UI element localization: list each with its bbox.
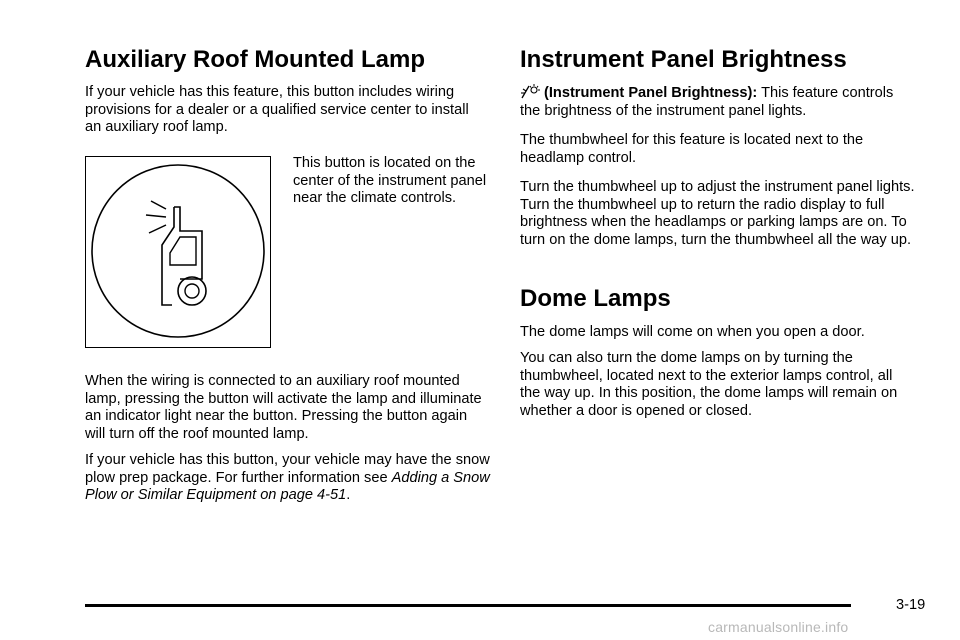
section-title-instrument-panel-brightness: Instrument Panel Brightness: [520, 46, 847, 73]
snow-plow-paragraph: [85, 452, 490, 505]
thumbwheel-adjust-paragraph: Turn the thumbwheel up to adjust the instrument panel lights. Turn the thumbwheel up to return the radio display to full brightness when the headlamps or parking lamps are on. To turn on the dome lamps, turn the thumbwheel all the way up.: [520, 179, 915, 248]
ipb-text: This feature controls the brightness of the instrument panel lights.: [520, 85, 894, 119]
brightness-icon: [520, 84, 540, 100]
ipb-label: (Instrument Panel Brightness):: [544, 85, 758, 101]
figure-caption: This button is located on the center of the instrument panel near the climate controls.: [293, 155, 487, 206]
snow-plow-reference-link[interactable]: Adding a Snow Plow or Similar Equipment on page 4-51: [85, 469, 490, 503]
intro-paragraph: If your vehicle has this feature, this button includes wiring provisions for a dealer or a qualified service center to install an auxiliary roof lamp.: [85, 84, 469, 135]
ipb-paragraph: [520, 84, 900, 120]
dome-lamps-paragraph-2: You can also turn the dome lamps on by turning the thumbwheel, located next to the exterior lamps control, all the way up. In this position, the dome lamps will remain on whether a door is opened or closed.: [520, 350, 898, 419]
snow-plow-period: .: [346, 487, 351, 503]
thumbwheel-location-paragraph: The thumbwheel for this feature is located next to the headlamp control.: [520, 132, 864, 166]
wiring-paragraph: When the wiring is connected to an auxiliary roof mounted lamp, pressing the button will activate the lamp and illuminate an indicator light near the button. Pressing the button again will turn off the roof mounted lamp.: [85, 373, 482, 442]
section-title-dome-lamps: Dome Lamps: [520, 285, 671, 312]
watermark-text: carmanualsonline.info: [708, 619, 849, 635]
roof-lamp-icon: [86, 157, 272, 349]
roof-lamp-button-figure: [85, 156, 271, 348]
section-title-auxiliary-roof-lamp: Auxiliary Roof Mounted Lamp: [85, 46, 426, 73]
page-number: 3-19: [896, 597, 926, 613]
footer-rule: [85, 604, 851, 607]
dome-lamps-paragraph-1: The dome lamps will come on when you open a door.: [520, 324, 865, 340]
snow-plow-text: If your vehicle has this button, your vehicle may have the snow plow prep package. For further information see: [85, 452, 490, 486]
